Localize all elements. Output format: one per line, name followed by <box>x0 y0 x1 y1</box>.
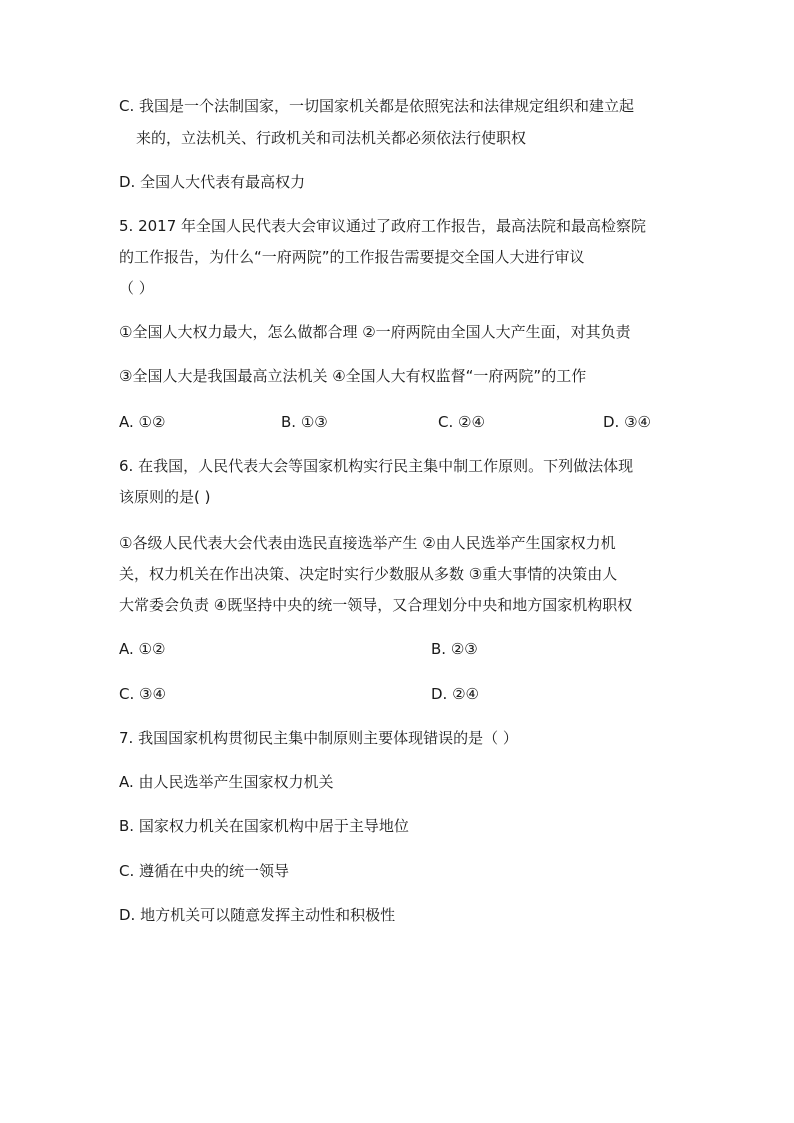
q5-option-d: D. ③④ <box>603 413 651 431</box>
q5-option-c: C. ②④ <box>438 413 485 431</box>
q6-option-a: A. ①② <box>119 640 166 658</box>
q6-statements-line2: 关，权力机关在作出决策、决定时实行少数服从多数 ③重大事情的决策由人 <box>119 565 618 583</box>
q6-statements-line3: 大常委会负责 ④既坚持中央的统一领导，又合理划分中央和地方国家机构职权 <box>119 596 633 614</box>
q5-statements-line1: ①全国人大权力最大，怎么做都合理 ②一府两院由全国人大产生面，对其负责 <box>119 323 631 341</box>
q4-option-d: D. 全国人大代表有最高权力 <box>119 173 306 191</box>
q5-stem-line2: 的工作报告，为什么“一府两院”的工作报告需要提交全国人大进行审议 <box>119 248 585 266</box>
q6-stem-line2: 该原则的是( ) <box>119 488 211 506</box>
q6-stem-line1: 6. 在我国，人民代表大会等国家机构实行民主集中制工作原则。下列做法体现 <box>119 457 634 475</box>
q6-option-b: B. ②③ <box>431 640 478 658</box>
q7-option-d: D. 地方机关可以随意发挥主动性和积极性 <box>119 906 396 924</box>
q5-answer-blank: （ ） <box>119 279 154 297</box>
q4-option-c-line2: 来的，立法机关、行政机关和司法机关都必须依法行使职权 <box>136 129 527 147</box>
q5-stem-line1: 5. 2017 年全国人民代表大会审议通过了政府工作报告，最高法院和最高检察院 <box>119 217 647 235</box>
q5-option-b: B. ①③ <box>281 413 328 431</box>
q7-stem: 7. 我国国家机构贯彻民主集中制原则主要体现错误的是（ ） <box>119 729 518 747</box>
q7-option-a: A. 由人民选举产生国家权力机关 <box>119 773 334 791</box>
q6-option-c: C. ③④ <box>119 685 166 703</box>
q6-option-d: D. ②④ <box>431 685 479 703</box>
q5-option-a: A. ①② <box>119 413 166 431</box>
q4-option-c-line1: C. 我国是一个法制国家，一切国家机关都是依照宪法和法律规定组织和建立起 <box>119 97 635 115</box>
q6-statements-line1: ①各级人民代表大会代表由选民直接选举产生 ②由人民选举产生国家权力机 <box>119 534 616 552</box>
q7-option-b: B. 国家权力机关在国家机构中居于主导地位 <box>119 817 409 835</box>
q5-statements-line2: ③全国人大是我国最高立法机关 ④全国人大有权监督“一府两院”的工作 <box>119 367 587 385</box>
q7-option-c: C. 遵循在中央的统一领导 <box>119 862 290 880</box>
